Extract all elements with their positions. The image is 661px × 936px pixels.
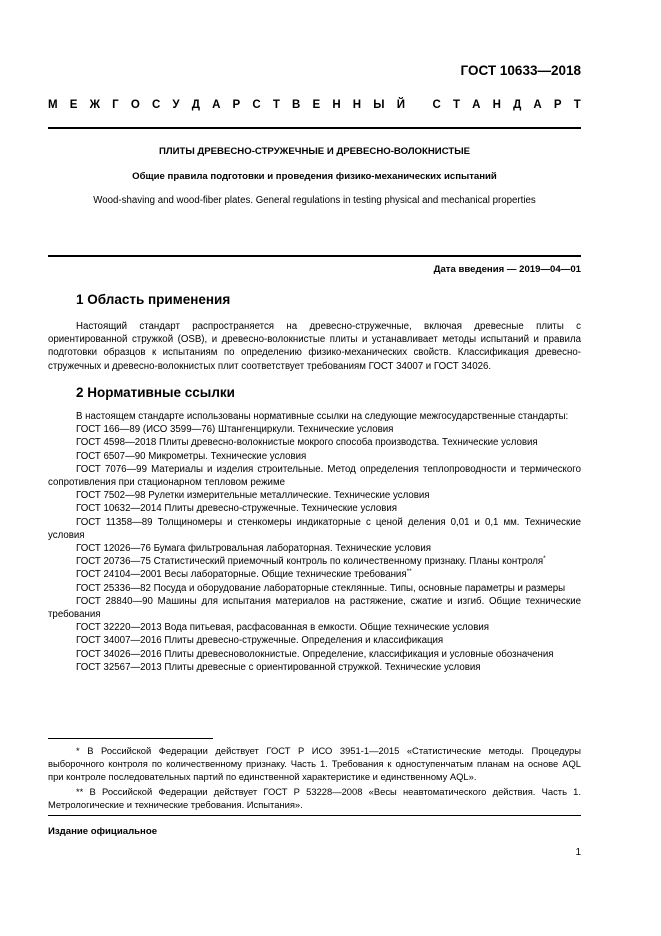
- banner-letter: Ж: [89, 99, 100, 111]
- reference-text: ГОСТ 7076—99 Материалы и изделия строительные. Метод определения теплопроводности и термического сопротивления при стационарном тепловом режиме: [48, 463, 581, 489]
- reference-item: [48, 648, 581, 661]
- banner-letter: В: [292, 99, 301, 111]
- english-title: Wood-shaving and wood-fiber plates. General regulations in testing physical and mechanical properties: [93, 195, 536, 206]
- reference-item: [48, 542, 581, 555]
- section-1-body: [48, 320, 581, 373]
- reference-text: ГОСТ 32567—2013 Плиты древесные с ориентированной стружкой. Технические условия: [76, 661, 481, 673]
- banner-letter: Д: [191, 99, 200, 111]
- reference-item: [48, 502, 581, 515]
- banner-letter: Д: [513, 99, 522, 111]
- reference-text: ГОСТ 34007—2016 Плиты древесно-стружечные. Определения и классификация: [76, 635, 444, 647]
- reference-item: [48, 568, 581, 581]
- reference-item: [48, 595, 581, 621]
- reference-text: ГОСТ 11358—89 Толщиномеры и стенкомеры индикаторные с ценой деления 0,01 и 0,1 мм. Технические условия: [48, 516, 581, 541]
- reference-text: ГОСТ 6507—90 Микрометры. Технические условия: [76, 450, 307, 462]
- banner-letter: М: [48, 99, 58, 111]
- banner-letter: Н: [352, 99, 362, 111]
- reference-item: [48, 516, 581, 542]
- section-2-intro: В настоящем стандарте использованы нормативные ссылки на следующие межгосударственные стандарты:: [76, 411, 569, 422]
- reference-item: [48, 634, 581, 647]
- banner-letter: Т: [573, 99, 581, 111]
- banner-letter: У: [172, 99, 180, 111]
- banner-letter: С: [432, 99, 441, 111]
- banner-letter: Е: [312, 99, 321, 111]
- reference-text: ГОСТ 12026—76 Бумага фильтровальная лабораторная. Технические условия: [76, 543, 431, 555]
- banner-letter: С: [151, 99, 161, 111]
- introduction-date: Дата введения — 2019—04—01: [433, 264, 581, 275]
- reference-item: [48, 423, 581, 436]
- document-title: ПЛИТЫ ДРЕВЕСНО-СТРУЖЕЧНЫЕ И ДРЕВЕСНО-ВОЛОКНИСТЫЕ: [158, 146, 471, 157]
- footer-divider: [48, 815, 581, 816]
- section-1-heading: 1 Область применения: [76, 292, 231, 307]
- reference-text: ГОСТ 10632—2014 Плиты древесно-стружечные. Технические условия: [76, 503, 398, 515]
- footnote-2: ** В Российской Федерации действует ГОСТ Р 53228—2008 «Весы неавтоматического действия. Часть 1. Метрологические и технические требования. Испытания».: [48, 786, 581, 810]
- banner-letter: Р: [232, 99, 241, 111]
- banner-letter: Н: [492, 99, 501, 111]
- reference-text: ГОСТ 34026—2016 Плиты древесноволокнистые. Определение, классификация и условные обозначения: [76, 648, 554, 660]
- title-divider: [48, 255, 581, 257]
- banner-letter: С: [252, 99, 261, 111]
- document-subtitle: Общие правила подготовки и проведения физико-механических испытаний: [132, 171, 497, 182]
- banner-letter: Е: [69, 99, 78, 111]
- banner-letter: Г: [112, 99, 119, 111]
- banner-letter: Н: [332, 99, 341, 111]
- normative-references-list: [48, 423, 581, 674]
- official-edition-label: Издание официальное: [48, 826, 158, 837]
- reference-text: ГОСТ 25336—82 Посуда и оборудование лабораторные стеклянные. Типы, основные параметры и размеры: [76, 582, 566, 594]
- reference-text: ГОСТ 166—89 (ИСО 3599—76) Штангенциркули. Технические условия: [76, 424, 394, 436]
- banner-letter: Т: [272, 99, 280, 111]
- banner-letter: Ы: [373, 99, 385, 111]
- interstate-standard-banner: [48, 99, 581, 111]
- header-divider: [48, 127, 581, 129]
- reference-text: ГОСТ 32220—2013 Вода питьевая, расфасованная в емкости. Общие технические условия: [76, 622, 489, 634]
- standard-number: ГОСТ 10633—2018: [460, 63, 581, 78]
- reference-text: ГОСТ 4598—2018 Плиты древесно-волокнистые мокрого способа производства. Технические условия: [76, 437, 538, 449]
- banner-letter: Й: [396, 99, 405, 111]
- reference-item: [48, 463, 581, 489]
- banner-letter: А: [472, 99, 481, 111]
- footnote-1: * В Российской Федерации действует ГОСТ Р ИСО 3951-1—2015 «Статистические методы. Процедуры выборочного контроля по количественному признаку. Часть 1. Требования к одноступенчатым планам на основе AQL при контроле последовательных партий по единственной характеристике и единственному AQL».: [48, 745, 581, 782]
- reference-text: ГОСТ 28840—90 Машины для испытания материалов на растяжение, сжатие и изгиб. Общие технические требования: [48, 595, 581, 621]
- reference-item: [48, 436, 581, 449]
- footnote-marker: **: [406, 568, 412, 576]
- banner-letter: О: [130, 99, 140, 111]
- reference-item: [48, 489, 581, 502]
- reference-item: [48, 555, 581, 568]
- reference-item: [48, 450, 581, 463]
- reference-text: ГОСТ 20736—75 Статистический приемочный контроль по количественному признаку. Планы контроля: [76, 556, 544, 568]
- banner-letter: А: [212, 99, 221, 111]
- reference-item: [48, 661, 581, 674]
- reference-item: [48, 621, 581, 634]
- banner-letter: А: [533, 99, 542, 111]
- reference-text: ГОСТ 24104—2001 Весы лабораторные. Общие технические требования: [76, 569, 407, 581]
- banner-letter: Р: [553, 99, 562, 111]
- section-1-paragraph: Настоящий стандарт распространяется на древесно-стружечные, включая древесные плиты с ориентированной стружкой (OSB), и древесно-волокнистые плиты и устанавливает методы испытаний и правила подготовки образцов к испытаниям по определению физико-механических свойств. Классификация древесно-стружечных и древесно-волокнистых плит соответствует требованиям ГОСТ 34007 и ГОСТ 34026.: [48, 321, 581, 372]
- banner-letter: [417, 99, 420, 111]
- banner-letter: Т: [452, 99, 460, 111]
- footnote-separator: [48, 738, 213, 739]
- page-number: 1: [575, 847, 581, 858]
- reference-text: ГОСТ 7502—98 Рулетки измерительные металлические. Технические условия: [76, 490, 430, 502]
- footnote-marker: *: [543, 555, 546, 562]
- reference-item: [48, 582, 581, 595]
- footnotes: [48, 744, 581, 811]
- section-2-heading: 2 Нормативные ссылки: [76, 385, 235, 400]
- section-2-body: [48, 410, 581, 674]
